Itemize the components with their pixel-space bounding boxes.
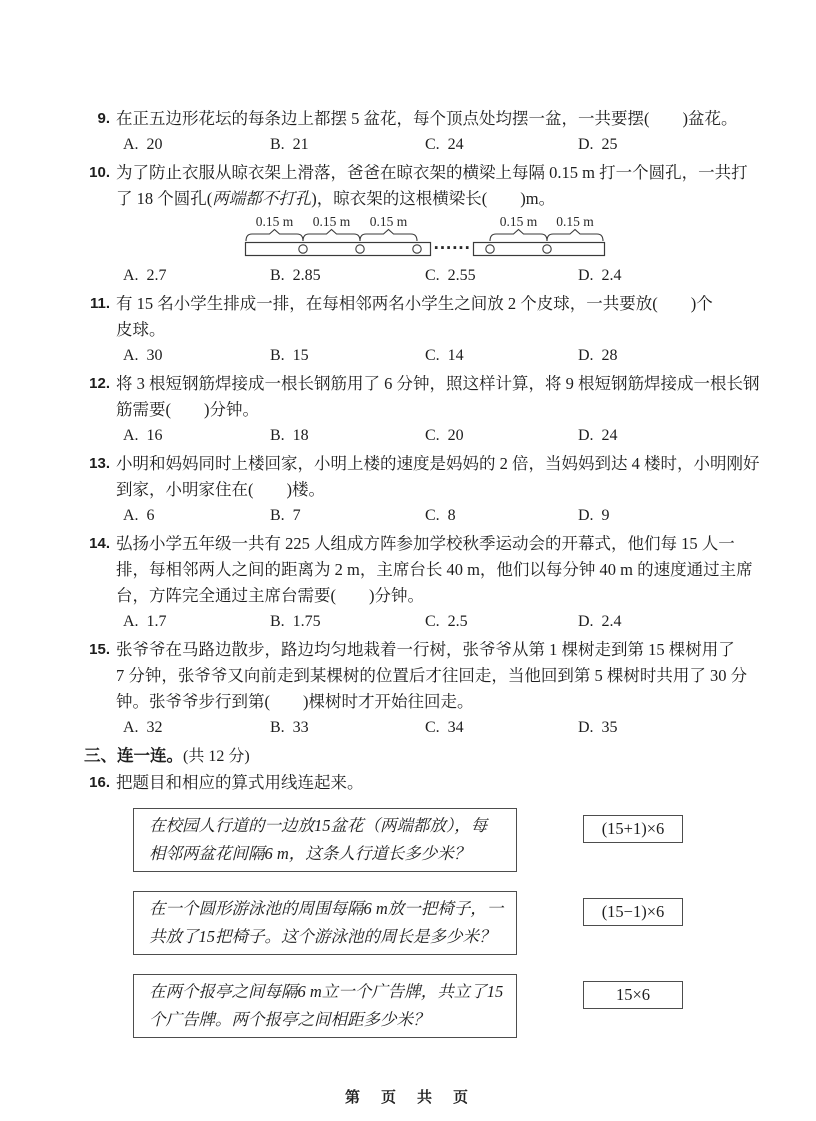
- question-text-line: 张爷爷在马路边散步，路边均匀地栽着一行树，张爷爷从第 1 棵树走到第 15 棵树用了: [116, 640, 735, 659]
- question-text-line: 排，每相邻两人之间的距离为 2 m，主席台长 40 m，他们以每分钟 40 m 的速度通过主席: [116, 560, 753, 579]
- problem-text-line: 相邻两盆花间隔6 m，这条人行道长多少米？: [149, 844, 471, 863]
- question-text-line: 弘扬小学五年级一共有 225 人组成方阵参加学校秋季运动会的开幕式，他们每 15 人一: [116, 534, 735, 553]
- question-text-line: 将 3 根短钢筋焊接成一根长钢筋用了 6 分钟，照这样计算，将 9 根短钢筋焊接成一根长钢: [116, 374, 760, 393]
- worksheet-content: [84, 106, 760, 1057]
- option-c: C. 8: [425, 507, 456, 524]
- question-number: 11.: [89, 295, 110, 312]
- options-row: [116, 503, 744, 529]
- option-a: A. 16: [123, 427, 163, 444]
- option-d: D. 25: [578, 136, 618, 153]
- section-score: (共 12 分): [183, 748, 250, 765]
- question-10: [84, 160, 748, 289]
- question-text-line: 台，方阵完全通过主席台需要( )分钟。: [116, 586, 424, 605]
- option-c: C. 2.5: [425, 613, 468, 630]
- option-b: B. 7: [270, 507, 301, 524]
- beam-left: [246, 243, 431, 256]
- hole-icon: [413, 245, 421, 253]
- question-text-line: 钟。张爷爷步行到第( )棵树时才开始往回走。: [116, 692, 474, 711]
- match-row: [133, 974, 744, 1038]
- question-number: 13.: [89, 455, 110, 472]
- brace-icon: [490, 230, 547, 242]
- option-b: B. 15: [270, 347, 309, 364]
- expression-box: (15+1)×6: [583, 815, 683, 843]
- question-text-line: 筋需要( )分钟。: [116, 400, 259, 419]
- diagram-label: 0.15 m: [255, 215, 294, 229]
- question-13: [84, 451, 760, 529]
- question-number: 12.: [89, 375, 110, 392]
- options-row: [116, 132, 744, 158]
- brace-icon: [246, 230, 303, 242]
- option-b: B. 1.75: [270, 613, 321, 630]
- question-text-line: 到家，小明家住在( )楼。: [116, 480, 325, 499]
- option-d: D. 2.4: [578, 613, 622, 630]
- diagram-label: 0.15 m: [499, 215, 538, 229]
- question-number: 10.: [89, 164, 110, 181]
- question-15: [84, 637, 748, 741]
- option-b: B. 33: [270, 719, 309, 736]
- question-text-line: 皮球。: [116, 320, 166, 339]
- option-c: C. 14: [425, 347, 464, 364]
- problem-text-line: 共放了15把椅子。这个游泳池的周长是多少米？: [149, 927, 496, 946]
- options-row: [116, 423, 744, 449]
- section-title: 三、连一连。: [84, 747, 183, 765]
- option-d: D. 24: [578, 427, 618, 444]
- problem-box: [133, 808, 517, 872]
- problem-text-line: 在校园人行道的一边放15盆花（两端都放），每: [149, 816, 488, 835]
- ellipsis-dots: ······: [433, 239, 471, 257]
- question-text-line: 在正五边形花坛的每条边上都摆 5 盆花，每个顶点处均摆一盆，一共要摆( )盆花。: [116, 109, 738, 128]
- option-b: B. 18: [270, 427, 309, 444]
- question-16: [84, 770, 744, 796]
- options-row: [116, 263, 744, 289]
- options-row: [116, 715, 744, 741]
- question-text-line: 了 18 个圆孔(两端都不打孔)，晾衣架的这根横梁长( )m。: [116, 189, 556, 208]
- hole-icon: [356, 245, 364, 253]
- clothes-rack-diagram: [243, 215, 744, 261]
- question-number: 16.: [89, 774, 110, 791]
- brace-icon: [547, 230, 603, 242]
- question-9: [84, 106, 744, 158]
- option-c: C. 2.55: [425, 267, 476, 284]
- problem-box: [133, 891, 517, 955]
- diagram-label: 0.15 m: [556, 215, 594, 229]
- question-14: [84, 531, 753, 635]
- page-footer: 第 页 共 页: [344, 1089, 471, 1106]
- hole-icon: [299, 245, 307, 253]
- question-text-line: 小明和妈妈同时上楼回家，小明上楼的速度是妈妈的 2 倍，当妈妈到达 4 楼时，小明刚好: [116, 454, 760, 473]
- problem-text-line: 在一个圆形游泳池的周围每隔6 m放一把椅子，一: [149, 899, 504, 918]
- option-a: A. 6: [123, 507, 155, 524]
- expression-box: (15−1)×6: [583, 898, 683, 926]
- option-c: C. 24: [425, 136, 464, 153]
- option-d: D. 35: [578, 719, 618, 736]
- option-a: A. 1.7: [123, 613, 167, 630]
- option-a: A. 30: [123, 347, 163, 364]
- option-d: D. 2.4: [578, 267, 622, 284]
- option-c: C. 34: [425, 719, 464, 736]
- brace-icon: [360, 230, 417, 242]
- hole-icon: [486, 245, 494, 253]
- question-12: [84, 371, 760, 449]
- match-row: [133, 808, 744, 872]
- match-row: [133, 891, 744, 955]
- option-b: B. 2.85: [270, 267, 321, 284]
- option-c: C. 20: [425, 427, 464, 444]
- question-11: [84, 291, 744, 369]
- question-text-line: 7 分钟，张爷爷又向前走到某棵树的位置后才往回走，当他回到第 5 棵树时共用了 30 分: [116, 666, 748, 685]
- problem-text-line: 在两个报亭之间每隔6 m立一个广告牌，共立了15: [149, 982, 504, 1001]
- problem-text-line: 个广告牌。两个报亭之间相距多少米？: [149, 1010, 430, 1029]
- question-text-line: 有 15 名小学生排成一排，在每相邻两名小学生之间放 2 个皮球，一共要放( )个: [116, 294, 713, 313]
- option-b: B. 21: [270, 136, 309, 153]
- hole-icon: [543, 245, 551, 253]
- option-d: D. 9: [578, 507, 610, 524]
- brace-icon: [303, 230, 360, 242]
- question-text-line: 把题目和相应的算式用线连起来。: [116, 773, 364, 792]
- question-text-line: 为了防止衣服从晾衣架上滑落，爸爸在晾衣架的横梁上每隔 0.15 m 打一个圆孔，一共打: [116, 163, 748, 182]
- diagram-label: 0.15 m: [369, 215, 408, 229]
- option-a: A. 2.7: [123, 267, 167, 284]
- kai-note: 两端都不打孔: [212, 189, 312, 208]
- problem-box: [133, 974, 517, 1038]
- question-number: 9.: [97, 110, 110, 127]
- options-row: [116, 343, 744, 369]
- question-number: 14.: [89, 535, 110, 552]
- expression-box: 15×6: [583, 981, 683, 1009]
- option-a: A. 20: [123, 136, 163, 153]
- section-3-header: [84, 743, 744, 770]
- matching-area: [133, 808, 744, 1038]
- option-d: D. 28: [578, 347, 618, 364]
- diagram-label: 0.15 m: [312, 215, 351, 229]
- option-a: A. 32: [123, 719, 163, 736]
- options-row: [116, 609, 744, 635]
- question-number: 15.: [89, 641, 110, 658]
